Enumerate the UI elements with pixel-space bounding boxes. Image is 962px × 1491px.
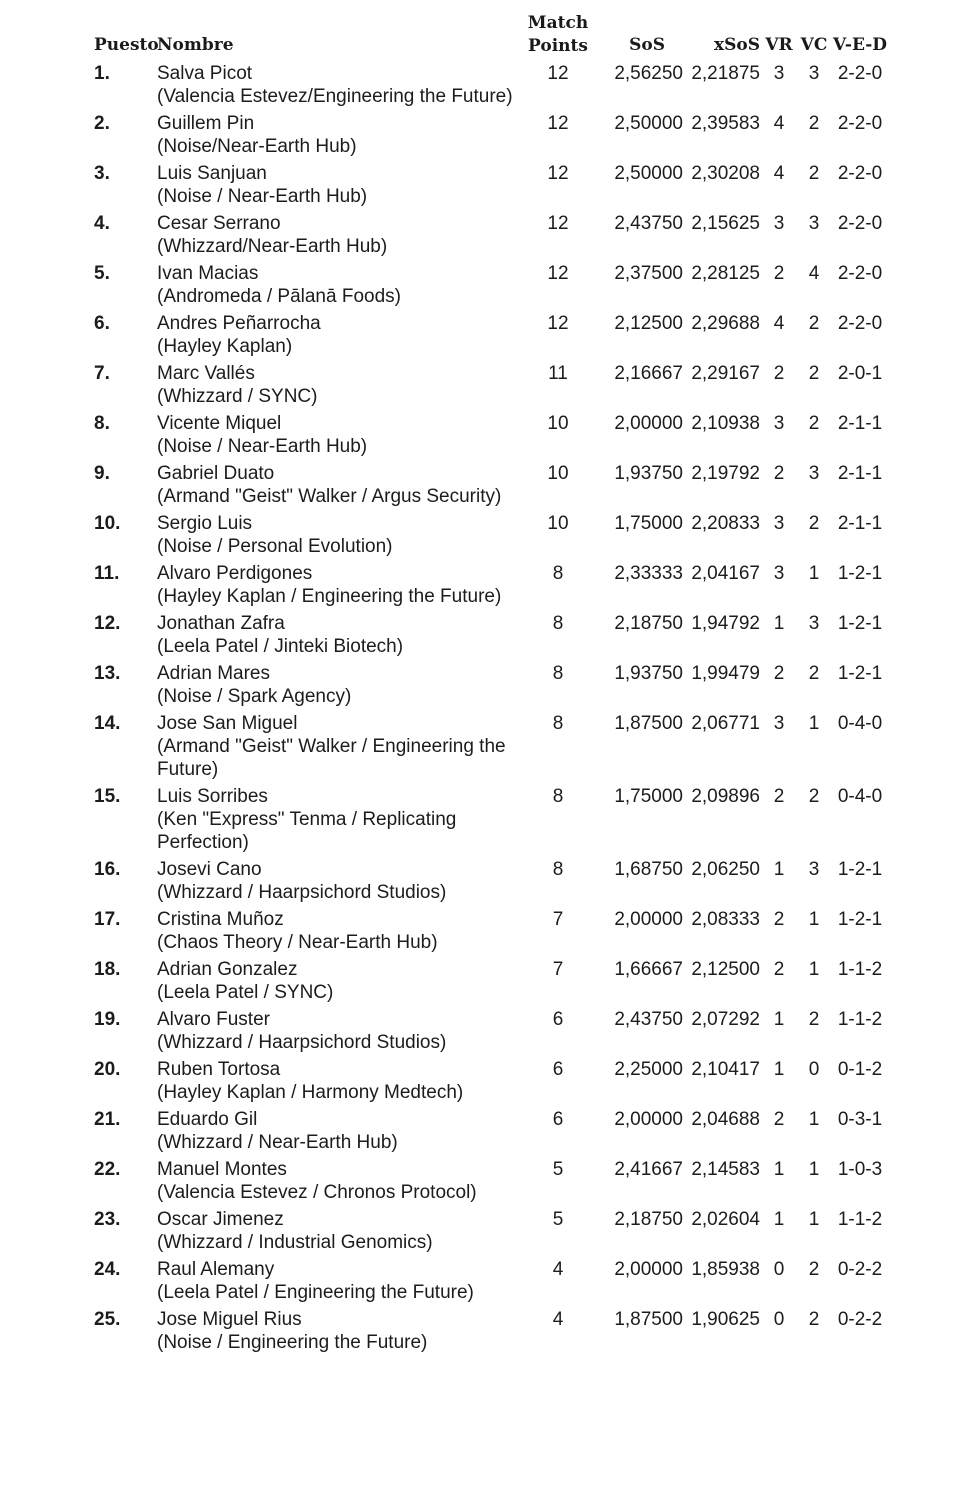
sos-cell: 2,00000 xyxy=(614,413,683,434)
player-name: Salva Picot xyxy=(157,63,253,84)
player-cell xyxy=(157,512,526,558)
header-match-line2: Points xyxy=(528,36,588,56)
vr-cell: 2 xyxy=(773,1109,785,1130)
header-match-line1: Match xyxy=(527,13,589,33)
player-name: Josevi Cano xyxy=(157,859,262,880)
ved-cell: 2-2-0 xyxy=(837,163,883,184)
ved-cell: 2-1-1 xyxy=(837,513,883,534)
vc-cell: 2 xyxy=(808,1009,820,1030)
table-row xyxy=(94,1308,904,1358)
vr-cell: 4 xyxy=(773,313,785,334)
match-points-cell: 6 xyxy=(552,1059,564,1080)
xsos-cell: 2,04688 xyxy=(691,1109,760,1130)
rank-cell: 3. xyxy=(94,163,110,184)
rank-cell: 20. xyxy=(94,1059,121,1080)
xsos-cell: 2,07292 xyxy=(691,1009,760,1030)
rank-cell: 14. xyxy=(94,713,121,734)
table-row xyxy=(94,362,904,412)
player-decks: (Whizzard / Industrial Genomics) xyxy=(157,1232,433,1253)
xsos-cell: 2,19792 xyxy=(691,463,760,484)
player-name: Guillem Pin xyxy=(157,113,255,134)
vr-cell: 2 xyxy=(773,786,785,807)
player-decks: (Noise / Personal Evolution) xyxy=(157,536,393,557)
ved-cell: 0-2-2 xyxy=(837,1259,883,1280)
xsos-cell: 2,08333 xyxy=(691,909,760,930)
xsos-cell: 1,99479 xyxy=(691,663,760,684)
player-cell xyxy=(157,785,526,854)
vr-cell: 1 xyxy=(773,1159,785,1180)
rank-cell: 2. xyxy=(94,113,110,134)
player-decks: (Leela Patel / Engineering the Future) xyxy=(157,1282,474,1303)
xsos-cell: 2,20833 xyxy=(691,513,760,534)
xsos-cell: 1,94792 xyxy=(691,613,760,634)
vc-cell: 3 xyxy=(808,463,820,484)
rank-cell: 4. xyxy=(94,213,110,234)
sos-cell: 1,87500 xyxy=(614,1309,683,1330)
xsos-cell: 2,06250 xyxy=(691,859,760,880)
xsos-cell: 2,02604 xyxy=(691,1209,760,1230)
vc-cell: 1 xyxy=(808,909,820,930)
rank-cell: 23. xyxy=(94,1209,121,1230)
table-row xyxy=(94,112,904,162)
table-row xyxy=(94,512,904,562)
table-row xyxy=(94,958,904,1008)
ved-cell: 1-2-1 xyxy=(837,563,883,584)
rank-cell: 25. xyxy=(94,1309,121,1330)
player-name: Cesar Serrano xyxy=(157,213,281,234)
xsos-cell: 2,09896 xyxy=(691,786,760,807)
ved-cell: 1-0-3 xyxy=(837,1159,883,1180)
vc-cell: 2 xyxy=(808,363,820,384)
vc-cell: 2 xyxy=(808,513,820,534)
rank-cell: 17. xyxy=(94,909,121,930)
ved-cell: 2-1-1 xyxy=(837,413,883,434)
standings-table xyxy=(94,12,904,1358)
player-decks: (Whizzard / SYNC) xyxy=(157,386,318,407)
player-cell xyxy=(157,612,526,658)
player-name: Sergio Luis xyxy=(157,513,253,534)
ved-cell: 0-3-1 xyxy=(837,1109,883,1130)
vr-cell: 2 xyxy=(773,363,785,384)
sos-cell: 2,50000 xyxy=(614,113,683,134)
table-row xyxy=(94,1058,904,1108)
vc-cell: 4 xyxy=(808,263,820,284)
ved-cell: 0-4-0 xyxy=(837,713,883,734)
player-decks: (Valencia Estevez/Engineering the Future) xyxy=(157,86,513,107)
player-name: Ivan Macias xyxy=(157,263,259,284)
player-name: Luis Sanjuan xyxy=(157,163,267,184)
vr-cell: 3 xyxy=(773,63,785,84)
vc-cell: 2 xyxy=(808,1309,820,1330)
player-decks: (Noise / Near-Earth Hub) xyxy=(157,186,368,207)
player-decks: (Andromeda / Pālanā Foods) xyxy=(157,286,401,307)
player-decks: (Chaos Theory / Near-Earth Hub) xyxy=(157,932,438,953)
match-points-cell: 8 xyxy=(552,859,564,880)
rank-cell: 6. xyxy=(94,313,110,334)
player-cell xyxy=(157,958,526,1004)
ved-cell: 2-2-0 xyxy=(837,263,883,284)
table-row xyxy=(94,785,904,858)
player-name: Oscar Jimenez xyxy=(157,1209,284,1230)
rank-cell: 5. xyxy=(94,263,110,284)
player-decks: (Ken "Express" Tenma / Replicating Perfection) xyxy=(157,809,457,853)
vr-cell: 2 xyxy=(773,463,785,484)
vr-cell: 1 xyxy=(773,1009,785,1030)
ved-cell: 0-2-2 xyxy=(837,1309,883,1330)
table-row xyxy=(94,562,904,612)
xsos-cell: 2,29167 xyxy=(691,363,760,384)
match-points-cell: 10 xyxy=(547,513,569,534)
player-decks: (Leela Patel / SYNC) xyxy=(157,982,334,1003)
player-cell xyxy=(157,412,526,458)
xsos-cell: 1,85938 xyxy=(691,1259,760,1280)
vc-cell: 1 xyxy=(808,1159,820,1180)
ved-cell: 1-1-2 xyxy=(837,1209,883,1230)
vc-cell: 2 xyxy=(808,1259,820,1280)
match-points-cell: 8 xyxy=(552,613,564,634)
header-xsos: xSoS xyxy=(713,35,760,55)
player-name: Jose Miguel Rius xyxy=(157,1309,302,1330)
ved-cell: 1-2-1 xyxy=(837,909,883,930)
match-points-cell: 12 xyxy=(547,263,569,284)
sos-cell: 2,25000 xyxy=(614,1059,683,1080)
match-points-cell: 11 xyxy=(548,363,568,384)
header-puesto: Puesto xyxy=(94,35,159,55)
sos-cell: 1,75000 xyxy=(614,513,683,534)
player-cell xyxy=(157,312,526,358)
xsos-cell: 2,04167 xyxy=(691,563,760,584)
xsos-cell: 2,12500 xyxy=(691,959,760,980)
player-decks: (Noise/Near-Earth Hub) xyxy=(157,136,357,157)
rank-cell: 21. xyxy=(94,1109,121,1130)
vc-cell: 1 xyxy=(808,713,820,734)
match-points-cell: 12 xyxy=(547,163,569,184)
match-points-cell: 4 xyxy=(552,1259,564,1280)
sos-cell: 2,37500 xyxy=(614,263,683,284)
match-points-cell: 8 xyxy=(552,713,564,734)
player-decks: (Whizzard / Haarpsichord Studios) xyxy=(157,1032,447,1053)
header-vc: VC xyxy=(800,35,828,55)
vc-cell: 0 xyxy=(808,1059,820,1080)
match-points-cell: 10 xyxy=(547,413,569,434)
player-decks: (Armand "Geist" Walker / Argus Security) xyxy=(157,486,502,507)
player-cell xyxy=(157,908,526,954)
match-points-cell: 12 xyxy=(547,63,569,84)
vc-cell: 3 xyxy=(808,613,820,634)
table-row xyxy=(94,262,904,312)
player-cell xyxy=(157,1308,526,1354)
match-points-cell: 10 xyxy=(547,463,569,484)
player-cell xyxy=(157,362,526,408)
vr-cell: 3 xyxy=(773,213,785,234)
table-row xyxy=(94,908,904,958)
vr-cell: 1 xyxy=(773,1059,785,1080)
vr-cell: 3 xyxy=(773,563,785,584)
player-name: Eduardo Gil xyxy=(157,1109,258,1130)
vc-cell: 2 xyxy=(808,663,820,684)
vc-cell: 1 xyxy=(808,959,820,980)
ved-cell: 0-1-2 xyxy=(837,1059,883,1080)
player-name: Cristina Muñoz xyxy=(157,909,284,930)
table-row xyxy=(94,612,904,662)
vc-cell: 2 xyxy=(808,163,820,184)
ved-cell: 1-2-1 xyxy=(837,663,883,684)
player-name: Marc Vallés xyxy=(157,363,255,384)
xsos-cell: 2,29688 xyxy=(691,313,760,334)
ved-cell: 1-2-1 xyxy=(837,613,883,634)
vr-cell: 0 xyxy=(773,1259,785,1280)
vr-cell: 4 xyxy=(773,113,785,134)
table-row xyxy=(94,312,904,362)
player-cell xyxy=(157,1258,526,1304)
ved-cell: 2-2-0 xyxy=(837,213,883,234)
player-cell xyxy=(157,662,526,708)
ved-cell: 1-1-2 xyxy=(837,1009,883,1030)
rank-cell: 7. xyxy=(94,363,110,384)
table-row xyxy=(94,1008,904,1058)
table-body xyxy=(94,62,904,1358)
match-points-cell: 8 xyxy=(552,563,564,584)
table-row xyxy=(94,858,904,908)
xsos-cell: 2,14583 xyxy=(691,1159,760,1180)
sos-cell: 2,50000 xyxy=(614,163,683,184)
player-name: Alvaro Perdigones xyxy=(157,563,313,584)
vr-cell: 2 xyxy=(773,959,785,980)
player-cell xyxy=(157,212,526,258)
header-vr: VR xyxy=(765,35,793,55)
sos-cell: 1,75000 xyxy=(614,786,683,807)
vr-cell: 2 xyxy=(773,663,785,684)
player-cell xyxy=(157,858,526,904)
player-decks: (Whizzard / Haarpsichord Studios) xyxy=(157,882,447,903)
vr-cell: 1 xyxy=(773,859,785,880)
table-row xyxy=(94,462,904,512)
rank-cell: 11. xyxy=(94,563,120,584)
player-name: Manuel Montes xyxy=(157,1159,287,1180)
rank-cell: 16. xyxy=(94,859,121,880)
player-decks: (Hayley Kaplan) xyxy=(157,336,293,357)
sos-cell: 1,66667 xyxy=(614,959,683,980)
xsos-cell: 2,21875 xyxy=(691,63,760,84)
table-row xyxy=(94,412,904,462)
vc-cell: 2 xyxy=(808,786,820,807)
player-cell xyxy=(157,462,526,508)
sos-cell: 2,41667 xyxy=(614,1159,683,1180)
table-row xyxy=(94,712,904,785)
header-ved: V-E-D xyxy=(832,35,888,55)
player-decks: (Hayley Kaplan / Engineering the Future) xyxy=(157,586,502,607)
sos-cell: 2,00000 xyxy=(614,1259,683,1280)
player-name: Jose San Miguel xyxy=(157,713,298,734)
vc-cell: 1 xyxy=(808,563,820,584)
player-cell xyxy=(157,1058,526,1104)
sos-cell: 1,93750 xyxy=(614,663,683,684)
sos-cell: 2,00000 xyxy=(614,1109,683,1130)
rank-cell: 10. xyxy=(94,513,121,534)
vc-cell: 3 xyxy=(808,859,820,880)
player-decks: (Whizzard / Near-Earth Hub) xyxy=(157,1132,398,1153)
player-cell xyxy=(157,1158,526,1204)
sos-cell: 2,18750 xyxy=(614,613,683,634)
rank-cell: 12. xyxy=(94,613,121,634)
player-name: Adrian Gonzalez xyxy=(157,959,298,980)
rank-cell: 22. xyxy=(94,1159,121,1180)
player-name: Alvaro Fuster xyxy=(157,1009,270,1030)
player-name: Raul Alemany xyxy=(157,1259,275,1280)
ved-cell: 0-4-0 xyxy=(837,786,883,807)
xsos-cell: 2,30208 xyxy=(691,163,760,184)
ved-cell: 1-2-1 xyxy=(837,859,883,880)
vr-cell: 2 xyxy=(773,909,785,930)
vc-cell: 3 xyxy=(808,63,820,84)
ved-cell: 1-1-2 xyxy=(837,959,883,980)
sos-cell: 1,68750 xyxy=(614,859,683,880)
match-points-cell: 4 xyxy=(552,1309,564,1330)
vr-cell: 3 xyxy=(773,713,785,734)
player-name: Luis Sorribes xyxy=(157,786,268,807)
sos-cell: 2,43750 xyxy=(614,1009,683,1030)
player-cell xyxy=(157,162,526,208)
player-cell xyxy=(157,262,526,308)
sos-cell: 1,93750 xyxy=(614,463,683,484)
player-name: Gabriel Duato xyxy=(157,463,275,484)
player-decks: (Hayley Kaplan / Harmony Medtech) xyxy=(157,1082,464,1103)
player-decks: (Armand "Geist" Walker / Engineering the Future) xyxy=(157,736,506,780)
xsos-cell: 2,06771 xyxy=(691,713,760,734)
vr-cell: 3 xyxy=(773,413,785,434)
table-row xyxy=(94,1108,904,1158)
table-row xyxy=(94,212,904,262)
vr-cell: 3 xyxy=(773,513,785,534)
xsos-cell: 2,39583 xyxy=(691,113,760,134)
table-row xyxy=(94,1258,904,1308)
match-points-cell: 12 xyxy=(547,113,569,134)
player-name: Ruben Tortosa xyxy=(157,1059,281,1080)
header-sos: SoS xyxy=(629,35,665,55)
match-points-cell: 12 xyxy=(547,213,569,234)
match-points-cell: 7 xyxy=(552,909,564,930)
vc-cell: 1 xyxy=(808,1209,820,1230)
sos-cell: 2,18750 xyxy=(614,1209,683,1230)
xsos-cell: 2,10938 xyxy=(691,413,760,434)
match-points-cell: 7 xyxy=(552,959,564,980)
table-header xyxy=(94,12,904,58)
rank-cell: 9. xyxy=(94,463,110,484)
xsos-cell: 2,28125 xyxy=(691,263,760,284)
match-points-cell: 6 xyxy=(552,1009,564,1030)
player-name: Andres Peñarrocha xyxy=(157,313,321,334)
vr-cell: 1 xyxy=(773,1209,785,1230)
sos-cell: 1,87500 xyxy=(614,713,683,734)
rank-cell: 8. xyxy=(94,413,110,434)
xsos-cell: 1,90625 xyxy=(691,1309,760,1330)
ved-cell: 2-1-1 xyxy=(837,463,883,484)
player-decks: (Leela Patel / Jinteki Biotech) xyxy=(157,636,404,657)
sos-cell: 2,43750 xyxy=(614,213,683,234)
vc-cell: 2 xyxy=(808,413,820,434)
rank-cell: 18. xyxy=(94,959,121,980)
player-cell xyxy=(157,562,526,608)
player-name: Vicente Miquel xyxy=(157,413,282,434)
player-name: Jonathan Zafra xyxy=(157,613,285,634)
ved-cell: 2-2-0 xyxy=(837,113,883,134)
vr-cell: 4 xyxy=(773,163,785,184)
rank-cell: 19. xyxy=(94,1009,121,1030)
player-decks: (Noise / Near-Earth Hub) xyxy=(157,436,368,457)
sos-cell: 2,12500 xyxy=(614,313,683,334)
vr-cell: 1 xyxy=(773,613,785,634)
sos-cell: 2,16667 xyxy=(614,363,683,384)
match-points-cell: 5 xyxy=(552,1209,564,1230)
player-cell xyxy=(157,712,526,781)
sos-cell: 2,00000 xyxy=(614,909,683,930)
player-cell xyxy=(157,1208,526,1254)
vc-cell: 2 xyxy=(808,313,820,334)
vr-cell: 2 xyxy=(773,263,785,284)
table-row xyxy=(94,62,904,112)
match-points-cell: 8 xyxy=(552,786,564,807)
match-points-cell: 5 xyxy=(552,1159,564,1180)
player-name: Adrian Mares xyxy=(157,663,270,684)
vc-cell: 1 xyxy=(808,1109,820,1130)
table-row xyxy=(94,662,904,712)
match-points-cell: 6 xyxy=(552,1109,564,1130)
match-points-cell: 12 xyxy=(547,313,569,334)
ved-cell: 2-2-0 xyxy=(837,313,883,334)
rank-cell: 15. xyxy=(94,786,121,807)
player-cell xyxy=(157,1108,526,1154)
player-cell xyxy=(157,112,526,158)
vc-cell: 2 xyxy=(808,113,820,134)
header-match-points xyxy=(526,12,590,58)
player-decks: (Noise / Engineering the Future) xyxy=(157,1332,428,1353)
xsos-cell: 2,15625 xyxy=(691,213,760,234)
player-cell xyxy=(157,1008,526,1054)
match-points-cell: 8 xyxy=(552,663,564,684)
ved-cell: 2-0-1 xyxy=(837,363,883,384)
xsos-cell: 2,10417 xyxy=(691,1059,760,1080)
player-decks: (Whizzard/Near-Earth Hub) xyxy=(157,236,388,257)
rank-cell: 24. xyxy=(94,1259,121,1280)
sos-cell: 2,33333 xyxy=(614,563,683,584)
sos-cell: 2,56250 xyxy=(614,63,683,84)
vr-cell: 0 xyxy=(773,1309,785,1330)
table-row xyxy=(94,1208,904,1258)
header-nombre: Nombre xyxy=(157,35,234,55)
rank-cell: 1. xyxy=(94,63,110,84)
player-cell xyxy=(157,62,526,108)
player-decks: (Noise / Spark Agency) xyxy=(157,686,352,707)
table-row xyxy=(94,162,904,212)
player-decks: (Valencia Estevez / Chronos Protocol) xyxy=(157,1182,477,1203)
ved-cell: 2-2-0 xyxy=(837,63,883,84)
rank-cell: 13. xyxy=(94,663,121,684)
table-row xyxy=(94,1158,904,1208)
vc-cell: 3 xyxy=(808,213,820,234)
